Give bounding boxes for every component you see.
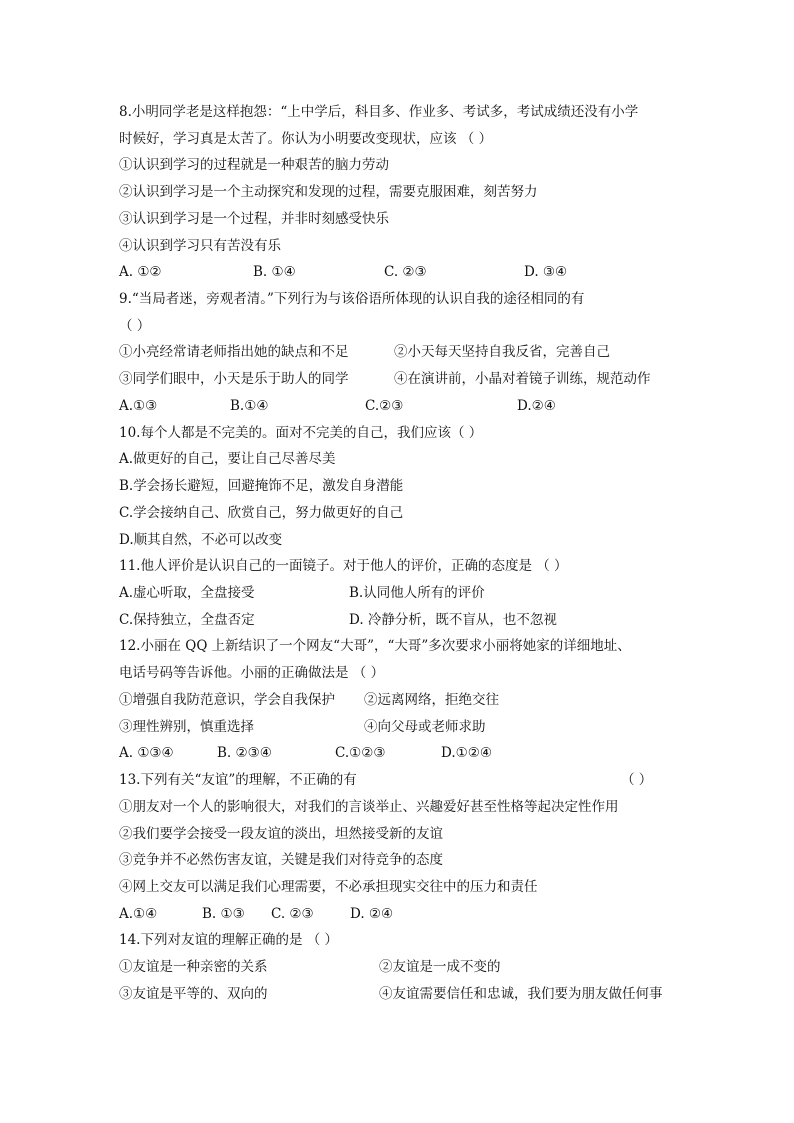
q9-option-1: ①小亮经常请老师指出她的缺点和不足 (119, 344, 349, 360)
q9-option-3: ③同学们眼中，小天是乐于助人的同学 (119, 371, 349, 387)
q14-option-1: ①友谊是一种亲密的关系 (119, 959, 268, 975)
q14-option-3: ③友谊是平等的、双向的 (119, 986, 268, 1002)
q8-answer-b: B. ①④ (253, 264, 296, 280)
q13-option-2: ②我们要学会接受一段友谊的淡出，坦然接受新的友谊 (119, 826, 443, 842)
q9-answer-c: C.②③ (365, 398, 404, 414)
q9-options-row-1 (119, 342, 684, 362)
q8-stem-line-2: 时候好，学习真是太苦了。你认为小明要改变现状，应该 （ ） (119, 131, 493, 147)
q12-stem-line-1: 12.小丽在 QQ 上新结识了一个网友“大哥”，“大哥”多次要求小丽将她家的详细地址、 (119, 638, 631, 654)
q9-options-row-2 (119, 369, 684, 389)
q8-answer-c: C. ②③ (384, 264, 427, 280)
q12-option-3: ③理性辨别，慎重选择 (119, 719, 254, 735)
q9-option-4: ④在演讲前，小晶对着镜子训练，规范动作 (394, 371, 651, 387)
q10-option-c: C.学会接纳自己、欣赏自己，努力做更好的自己 (119, 505, 404, 521)
q8-answer-d: D. ③④ (524, 264, 568, 280)
q8-option-1: ①认识到学习的过程就是一种艰苦的脑力劳动 (119, 157, 389, 173)
q8-option-2: ②认识到学习是一个主动探究和发现的过程，需要克服困难，刻苦努力 (119, 184, 538, 200)
q13-option-3: ③竞争并不必然伤害友谊，关键是我们对待竞争的态度 (119, 852, 443, 868)
q9-answer-b: B.①④ (230, 398, 269, 414)
q12-option-2: ②远离网络，拒绝交往 (364, 692, 499, 708)
q12-answer-d: D.①②④ (441, 745, 492, 761)
q10-option-a: A.做更好的自己，要让自己尽善尽美 (119, 451, 336, 467)
q13-answer-b: B. ①③ (202, 906, 245, 922)
q13-answer-paren: （ ） (621, 772, 653, 788)
q13-stem-row (119, 770, 684, 790)
q8-answer-row (119, 262, 684, 282)
q10-stem: 10.每个人都是不完美的。面对不完美的自己，我们应该（ ） (119, 425, 483, 441)
q8-option-3: ③认识到学习是一个过程，并非时刻感受快乐 (119, 211, 389, 227)
q12-stem-line-2: 电话号码等告诉他。小丽的正确做法是 （ ） (119, 665, 385, 681)
q8-answer-a: A. ①② (119, 264, 162, 280)
q12-answer-a: A. ①③④ (119, 745, 174, 761)
q10-option-b: B.学会扬长避短，回避掩饰不足，激发自身潜能 (119, 478, 404, 494)
q13-option-4: ④网上交友可以满足我们心理需要，不必承担现实交往中的压力和责任 (119, 879, 538, 895)
q10-option-d: D.顺其自然，不必可以改变 (119, 532, 283, 548)
q9-answer-d: D.②④ (517, 398, 556, 414)
q12-answer-c: C.①②③ (335, 745, 386, 761)
q8-option-4: ④认识到学习只有苦没有乐 (119, 238, 281, 254)
q12-options-row-1 (119, 690, 684, 710)
q9-stem-line-2: （ ） (119, 318, 151, 334)
q13-answer-c: C. ②③ (271, 906, 314, 922)
q11-options-row-2 (119, 610, 684, 630)
q9-option-2: ②小天每天坚持自我反省，完善自己 (394, 344, 610, 360)
q14-options-row-2 (119, 984, 794, 1004)
q12-answer-row (119, 743, 684, 763)
q11-stem: 11.他人评价是认识自己的一面镜子。对于他人的评价，正确的态度是 （ ） (119, 558, 568, 574)
q12-answer-b: B. ②③④ (217, 745, 272, 761)
q13-option-1: ①朋友对一个人的影响很大，对我们的言谈举止、兴趣爱好甚至性格等起决定性作用 (119, 799, 619, 815)
q13-answer-d: D. ②④ (350, 906, 394, 922)
q11-option-b: B.认同他人所有的评价 (349, 585, 485, 601)
q13-answer-a: A.①④ (119, 906, 158, 922)
q9-answer-row (119, 396, 684, 416)
q11-options-row-1 (119, 583, 684, 603)
q13-stem: 13.下列有关“友谊”的理解，不正确的有 (119, 772, 357, 788)
q14-stem: 14.下列对友谊的理解正确的是 （ ） (119, 932, 339, 948)
q12-option-1: ①增强自我防范意识，学会自我保护 (119, 692, 335, 708)
q14-option-4: ④友谊需要信任和忠诚，我们要为朋友做任何事 (379, 986, 663, 1002)
q12-option-4: ④向父母或老师求助 (364, 719, 486, 735)
q14-option-2: ②友谊是一成不变的 (379, 959, 501, 975)
q14-options-row-1 (119, 957, 684, 977)
q8-stem-line-1: 8.小明同学老是这样抱怨：“上中学后，科目多、作业多、考试多，考试成绩还没有小学 (119, 104, 639, 120)
q11-option-c: C.保持独立，全盘否定 (119, 612, 255, 628)
q9-stem-line-1: 9.“当局者迷，旁观者清。”下列行为与该俗语所体现的认识自我的途径相同的有 (119, 291, 585, 307)
q9-answer-a: A.①③ (119, 398, 158, 414)
q13-answer-row (119, 904, 684, 924)
q11-option-a: A.虚心听取，全盘接受 (119, 585, 255, 601)
q12-options-row-2 (119, 717, 684, 737)
q11-option-d: D. 冷静分析，既不盲从，也不忽视 (349, 612, 557, 628)
